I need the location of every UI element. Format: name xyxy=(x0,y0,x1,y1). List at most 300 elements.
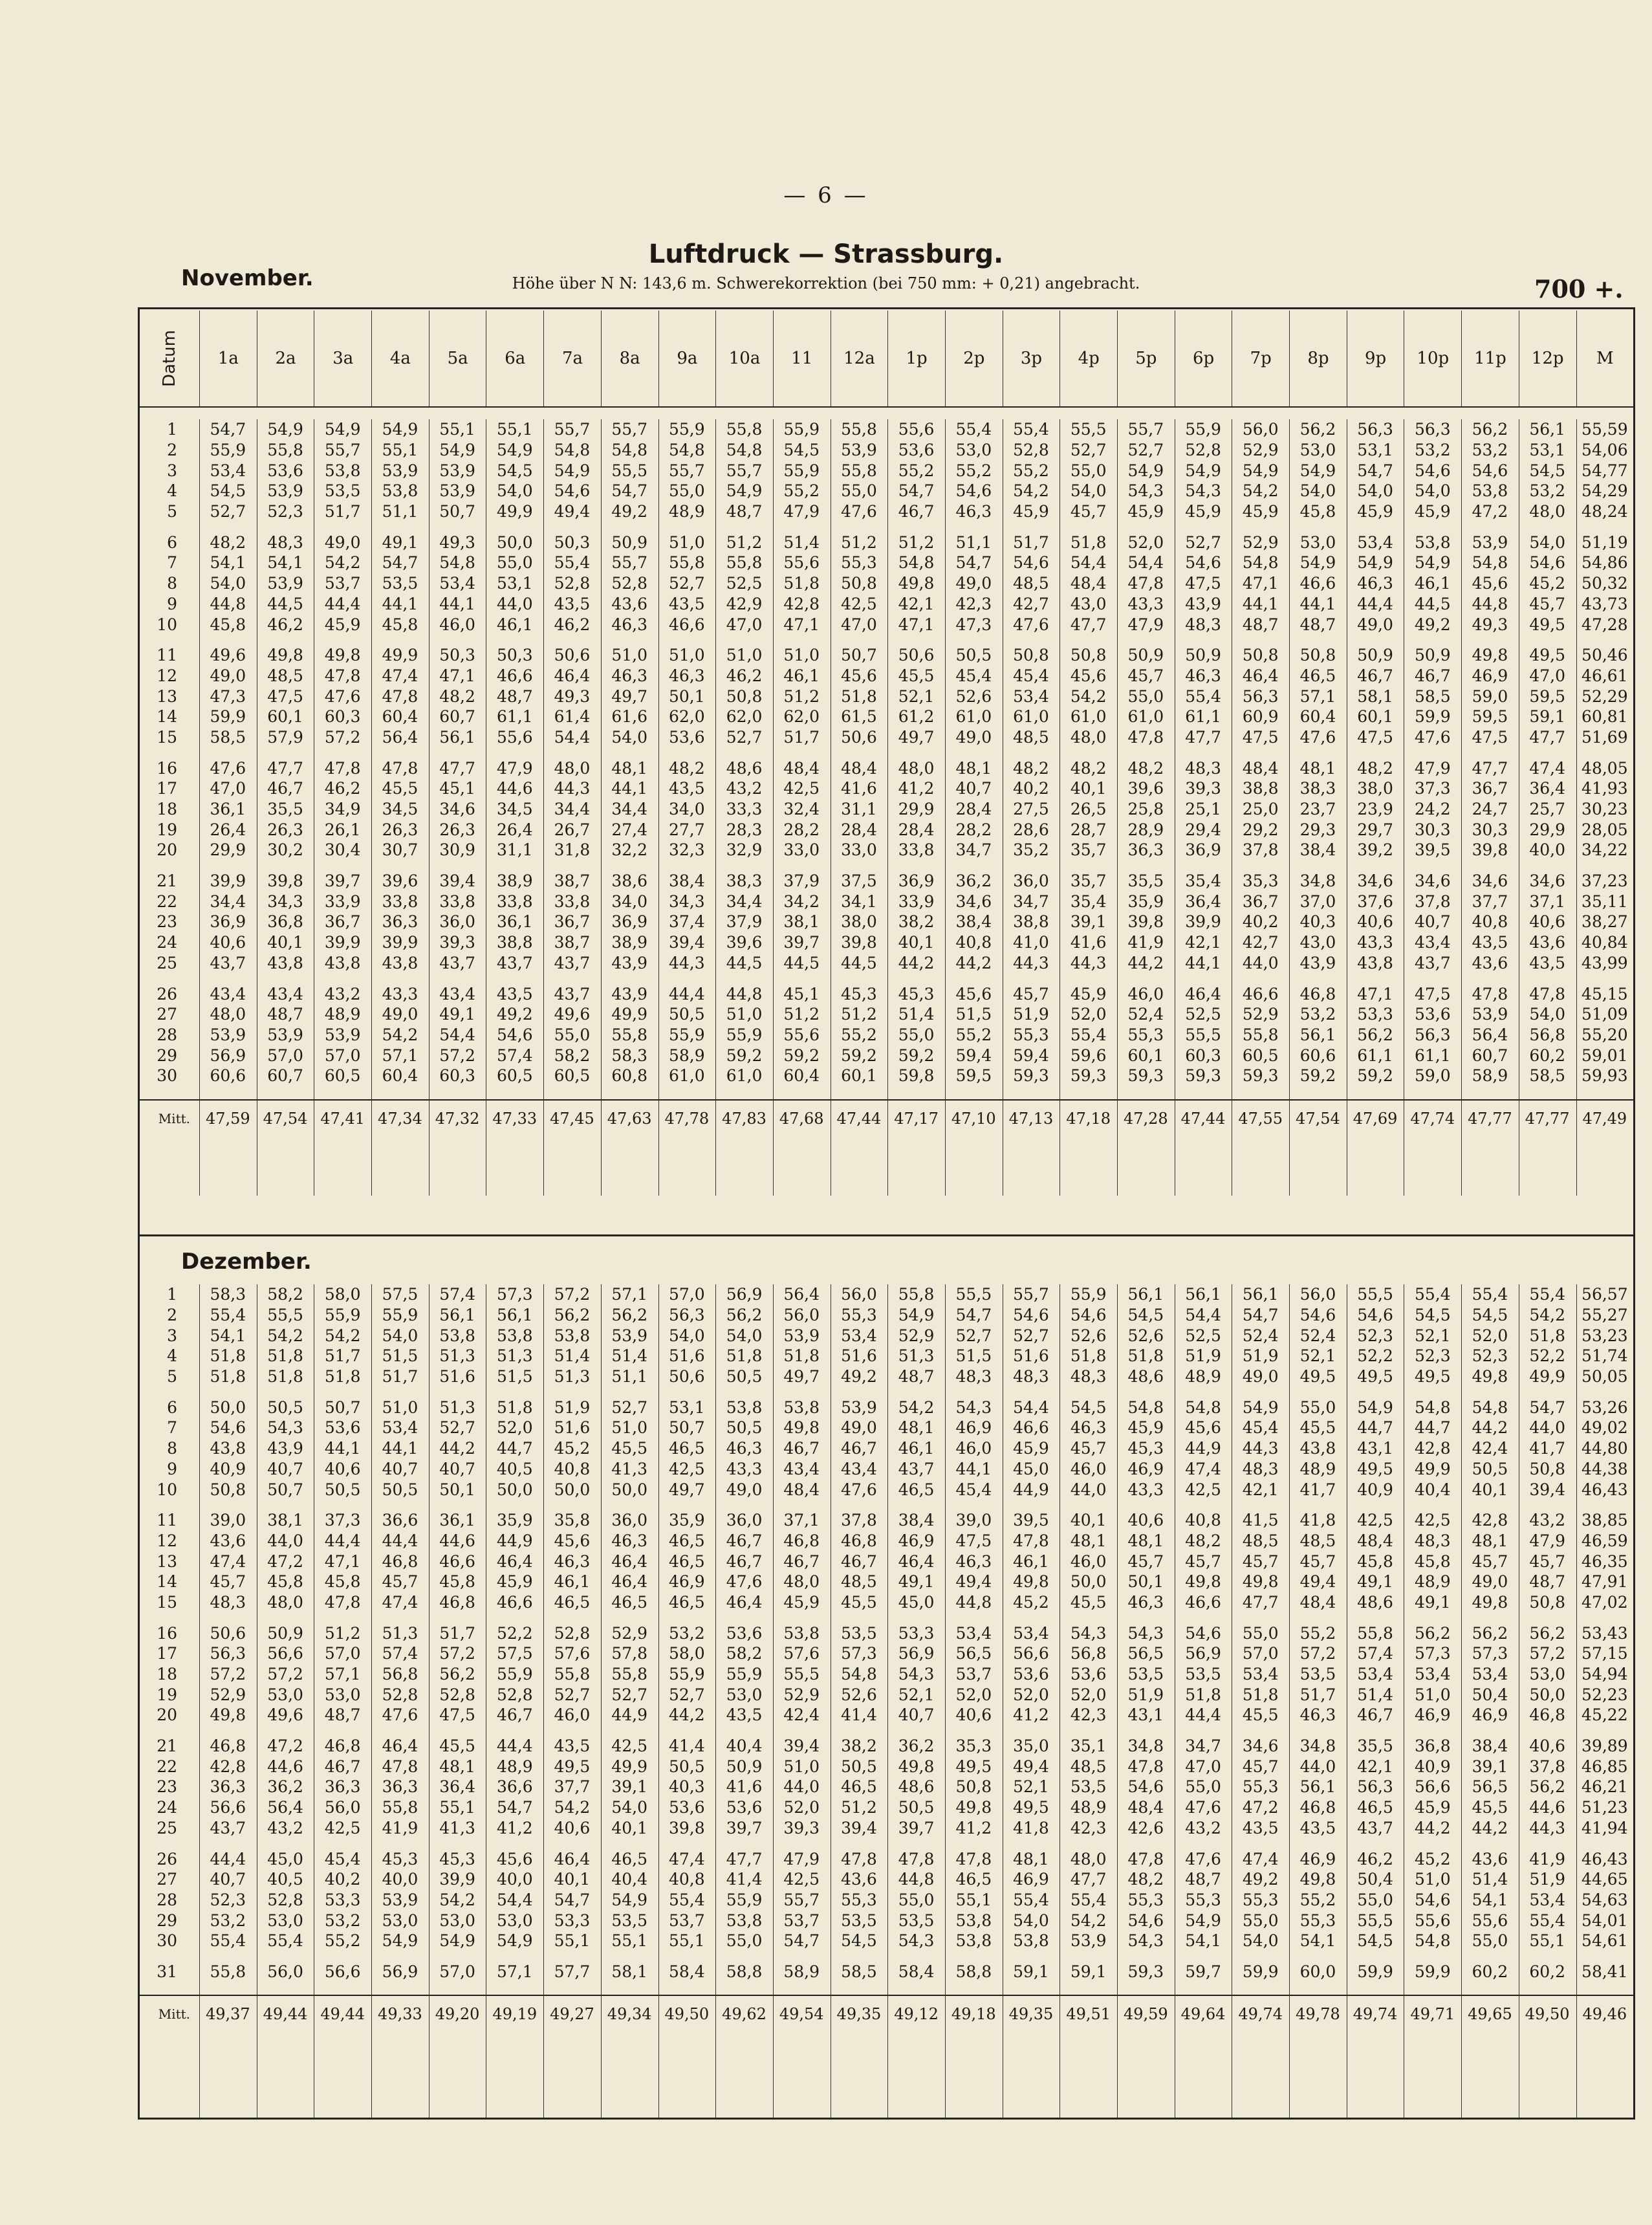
pressure-value: 45,15 xyxy=(1581,984,1628,1003)
pressure-value: 60,5 xyxy=(1242,1046,1279,1065)
pressure-value: 43,9 xyxy=(611,984,647,1003)
pressure-value: 54,6 xyxy=(1070,1306,1107,1325)
pressure-value: 45,7 xyxy=(1070,502,1107,521)
pressure-value: 46,35 xyxy=(1581,1551,1628,1571)
pressure-value: 49,0 xyxy=(210,666,246,685)
pressure-value: 42,5 xyxy=(1357,1511,1393,1530)
pressure-value: 53,4 xyxy=(1357,1665,1393,1684)
pressure-value: 25,7 xyxy=(1529,800,1565,819)
pressure-value: 57,1 xyxy=(324,1665,361,1684)
pressure-value: 53,0 xyxy=(1299,441,1336,460)
pressure-value: 55,8 xyxy=(611,1665,647,1684)
pressure-value: 60,6 xyxy=(1299,1046,1336,1065)
mean-value: 47,74 xyxy=(1410,1109,1455,1128)
pressure-value: 51,8 xyxy=(1185,1685,1221,1704)
pressure-value: 48,9 xyxy=(1299,1459,1336,1478)
pressure-value: 49,2 xyxy=(1242,1870,1279,1889)
pressure-value: 59,01 xyxy=(1581,1046,1628,1065)
pressure-value: 36,0 xyxy=(439,912,475,932)
pressure-value: 53,4 xyxy=(1529,1890,1565,1909)
pressure-value: 46,8 xyxy=(1299,984,1336,1003)
pressure-value: 53,43 xyxy=(1581,1623,1628,1643)
pressure-value: 46,3 xyxy=(955,1551,992,1571)
pressure-value: 60,4 xyxy=(382,1066,418,1086)
pressure-value: 25,8 xyxy=(1127,800,1164,819)
pressure-value: 56,5 xyxy=(955,1644,992,1663)
pressure-value: 38,4 xyxy=(955,912,992,932)
pressure-value: 53,1 xyxy=(669,1397,705,1417)
table-row xyxy=(140,1643,1633,1664)
pressure-value: 57,3 xyxy=(841,1644,877,1663)
pressure-value: 47,02 xyxy=(1581,1592,1628,1612)
mean-row xyxy=(140,1995,1633,2032)
pressure-value: 46,4 xyxy=(554,666,591,685)
table-row xyxy=(140,891,1633,912)
pressure-value: 46,7 xyxy=(496,1705,533,1725)
pressure-value: 55,9 xyxy=(1070,1285,1107,1304)
pressure-value: 56,2 xyxy=(726,1306,763,1325)
mean-value: 49,27 xyxy=(550,2005,594,2024)
pressure-value: 41,2 xyxy=(898,779,935,798)
pressure-value: 45,7 xyxy=(1185,1551,1221,1571)
pressure-value: 53,4 xyxy=(1013,1623,1049,1643)
pressure-value: 52,0 xyxy=(1127,532,1164,552)
pressure-value: 45,8 xyxy=(382,615,418,634)
pressure-value: 53,7 xyxy=(324,574,361,593)
pressure-value: 54,6 xyxy=(1357,1306,1393,1325)
pressure-value: 55,0 xyxy=(841,481,877,501)
pressure-value: 56,2 xyxy=(1472,420,1508,439)
pressure-value: 53,6 xyxy=(898,441,935,460)
pressure-value: 30,23 xyxy=(1581,800,1628,819)
pressure-value: 43,5 xyxy=(726,1705,763,1725)
pressure-value: 51,2 xyxy=(841,1005,877,1024)
pressure-value: 46,3 xyxy=(955,502,992,521)
mean-value: 49,19 xyxy=(492,2005,538,2024)
pressure-value: 51,09 xyxy=(1581,1005,1628,1024)
pressure-value: 53,0 xyxy=(439,1911,475,1930)
pressure-value: 56,3 xyxy=(1357,420,1393,439)
pressure-value: 53,5 xyxy=(324,481,361,501)
pressure-value: 53,8 xyxy=(783,1397,820,1417)
pressure-value: 55,3 xyxy=(1127,1025,1164,1044)
pressure-value: 49,0 xyxy=(382,1005,418,1024)
pressure-value: 48,7 xyxy=(726,502,763,521)
pressure-value: 45,8 xyxy=(267,1572,303,1592)
pressure-value: 44,4 xyxy=(324,1531,361,1550)
pressure-value: 49,9 xyxy=(1414,1459,1451,1478)
pressure-value: 46,8 xyxy=(841,1531,877,1550)
header-hour: 1p xyxy=(888,311,946,406)
pressure-value: 52,8 xyxy=(267,1890,303,1909)
pressure-value: 61,0 xyxy=(669,1066,705,1086)
pressure-value: 39,3 xyxy=(1185,779,1221,798)
pressure-value: 45,2 xyxy=(554,1439,591,1458)
pressure-value: 61,0 xyxy=(1070,707,1107,727)
pressure-value: 55,9 xyxy=(382,1306,418,1325)
pressure-value: 52,9 xyxy=(611,1623,647,1643)
pressure-value: 51,4 xyxy=(898,1005,935,1024)
table-row xyxy=(140,614,1633,635)
pressure-value: 50,8 xyxy=(1299,646,1336,665)
pressure-value: 50,6 xyxy=(841,727,877,747)
pressure-value: 56,9 xyxy=(210,1046,246,1065)
pressure-value: 43,8 xyxy=(1357,953,1393,972)
pressure-value: 39,6 xyxy=(726,933,763,952)
pressure-value: 50,9 xyxy=(1414,646,1451,665)
mean-value: 47,44 xyxy=(1180,1109,1226,1128)
pressure-value: 41,94 xyxy=(1581,1818,1628,1837)
pressure-value: 53,0 xyxy=(324,1685,361,1704)
pressure-value: 52,7 xyxy=(1013,1326,1049,1345)
pressure-value: 48,1 xyxy=(1127,1531,1164,1550)
pressure-value: 45,3 xyxy=(841,984,877,1003)
pressure-value: 44,6 xyxy=(1529,1798,1565,1817)
pressure-value: 48,0 xyxy=(1529,502,1565,521)
pressure-value: 47,1 xyxy=(898,615,935,634)
pressure-value: 34,6 xyxy=(1414,871,1451,891)
pressure-value: 51,4 xyxy=(611,1346,647,1366)
dezember-block xyxy=(140,1284,1633,2118)
pressure-value: 51,2 xyxy=(898,532,935,552)
pressure-value: 46,1 xyxy=(1013,1551,1049,1571)
pressure-value: 49,8 xyxy=(783,1418,820,1438)
mean-value: 47,77 xyxy=(1525,1109,1570,1128)
pressure-value: 52,1 xyxy=(1414,1326,1451,1345)
pressure-value: 52,4 xyxy=(1299,1326,1336,1345)
pressure-value: 34,3 xyxy=(669,892,705,911)
pressure-value: 43,7 xyxy=(554,984,591,1003)
pressure-value: 55,6 xyxy=(783,1025,820,1044)
pressure-value: 52,9 xyxy=(898,1326,935,1345)
pressure-value: 43,0 xyxy=(1299,933,1336,952)
page-subtitle: Höhe über N N: 143,6 m. Schwerekorrektion (bei 750 mm: + 0,21) angebracht. xyxy=(512,274,1140,292)
pressure-value: 52,3 xyxy=(1472,1346,1508,1366)
pressure-value: 50,9 xyxy=(267,1623,303,1643)
pressure-value: 44,80 xyxy=(1581,1439,1628,1458)
pressure-value: 40,6 xyxy=(1127,1511,1164,1530)
day-number: 26 xyxy=(157,1849,177,1869)
pressure-value: 59,1 xyxy=(1070,1962,1107,1981)
pressure-value: 50,32 xyxy=(1581,574,1628,593)
pressure-value: 48,3 xyxy=(1070,1367,1107,1387)
pressure-value: 46,5 xyxy=(669,1531,705,1550)
pressure-value: 23,9 xyxy=(1357,800,1393,819)
pressure-value: 35,0 xyxy=(1013,1737,1049,1756)
pressure-value: 35,3 xyxy=(955,1737,992,1756)
pressure-value: 54,01 xyxy=(1581,1911,1628,1930)
pressure-value: 59,5 xyxy=(955,1066,992,1086)
pressure-value: 55,4 xyxy=(1414,1285,1451,1304)
pressure-value: 58,1 xyxy=(611,1962,647,1981)
pressure-value: 55,5 xyxy=(267,1306,303,1325)
pressure-value: 43,4 xyxy=(210,984,246,1003)
pressure-value: 26,3 xyxy=(267,820,303,839)
pressure-value: 50,8 xyxy=(1013,646,1049,665)
pressure-value: 42,1 xyxy=(898,594,935,613)
pressure-value: 56,6 xyxy=(1013,1644,1049,1663)
pressure-value: 43,4 xyxy=(439,984,475,1003)
pressure-value: 43,9 xyxy=(1185,594,1221,613)
pressure-value: 47,8 xyxy=(324,666,361,685)
pressure-value: 41,9 xyxy=(382,1818,418,1837)
pressure-value: 45,9 xyxy=(1127,502,1164,521)
pressure-value: 54,6 xyxy=(1127,1777,1164,1797)
pressure-value: 56,0 xyxy=(1299,1285,1336,1304)
day-number: 4 xyxy=(167,481,177,501)
day-number: 10 xyxy=(157,615,177,634)
pressure-value: 54,8 xyxy=(1127,1397,1164,1417)
pressure-value: 54,5 xyxy=(783,441,820,460)
header-hour: 6p xyxy=(1175,311,1233,406)
pressure-value: 47,3 xyxy=(210,686,246,706)
mean-value: 47,10 xyxy=(951,1109,996,1128)
pressure-value: 54,94 xyxy=(1581,1665,1628,1684)
pressure-value: 54,2 xyxy=(1529,1306,1565,1325)
pressure-value: 51,9 xyxy=(554,1397,591,1417)
pressure-value: 45,4 xyxy=(1013,666,1049,685)
pressure-value: 56,2 xyxy=(611,1306,647,1325)
pressure-value: 39,4 xyxy=(783,1737,820,1756)
pressure-value: 53,8 xyxy=(382,481,418,501)
pressure-value: 48,1 xyxy=(611,758,647,778)
table-row xyxy=(140,840,1633,860)
pressure-value: 47,0 xyxy=(210,779,246,798)
pressure-value: 54,9 xyxy=(1242,461,1279,480)
pressure-value: 53,2 xyxy=(324,1911,361,1930)
pressure-value: 53,8 xyxy=(726,1397,763,1417)
pressure-value: 50,3 xyxy=(439,646,475,665)
table-row xyxy=(140,1418,1633,1438)
pressure-value: 53,5 xyxy=(841,1623,877,1643)
pressure-value: 45,9 xyxy=(1414,1798,1451,1817)
pressure-value: 45,3 xyxy=(382,1849,418,1869)
pressure-value: 56,9 xyxy=(1185,1644,1221,1663)
mean-value: 47,77 xyxy=(1468,1109,1512,1128)
pressure-value: 60,3 xyxy=(1185,1046,1221,1065)
pressure-value: 46,5 xyxy=(841,1777,877,1797)
pressure-value: 51,4 xyxy=(554,1346,591,1366)
pressure-value: 49,6 xyxy=(267,1705,303,1725)
pressure-value: 51,8 xyxy=(496,1397,533,1417)
pressure-value: 46,6 xyxy=(1185,1592,1221,1612)
pressure-value: 60,7 xyxy=(1472,1046,1508,1065)
month-label-november: November. xyxy=(181,265,314,291)
pressure-value: 54,61 xyxy=(1581,1931,1628,1951)
pressure-value: 44,7 xyxy=(1414,1418,1451,1438)
pressure-value: 46,6 xyxy=(1242,984,1279,1003)
pressure-value: 55,5 xyxy=(955,1285,992,1304)
pressure-value: 60,2 xyxy=(1529,1046,1565,1065)
header-hour: 1a xyxy=(200,311,257,406)
pressure-value: 53,0 xyxy=(1299,532,1336,552)
pressure-value: 46,8 xyxy=(1529,1705,1565,1725)
pressure-value: 56,2 xyxy=(1529,1777,1565,1797)
pressure-value: 46,2 xyxy=(726,666,763,685)
pressure-value: 53,6 xyxy=(1013,1665,1049,1684)
pressure-value: 55,9 xyxy=(669,1025,705,1044)
pressure-value: 55,1 xyxy=(439,420,475,439)
header-hour: 10a xyxy=(716,311,774,406)
pressure-value: 50,5 xyxy=(1472,1459,1508,1478)
pressure-value: 54,0 xyxy=(1242,1931,1279,1951)
pressure-value: 48,2 xyxy=(669,758,705,778)
pressure-value: 45,0 xyxy=(1013,1459,1049,1478)
pressure-value: 37,8 xyxy=(1414,892,1451,911)
header-hour: 11 xyxy=(774,311,831,406)
pressure-value: 54,9 xyxy=(898,1306,935,1325)
pressure-value: 46,5 xyxy=(554,1592,591,1612)
table-row xyxy=(140,532,1633,553)
pressure-value: 47,8 xyxy=(955,1849,992,1869)
pressure-value: 38,85 xyxy=(1581,1511,1628,1530)
pressure-value: 45,7 xyxy=(1242,1757,1279,1776)
pressure-value: 35,5 xyxy=(1127,871,1164,891)
pressure-value: 46,43 xyxy=(1581,1849,1628,1869)
pressure-value: 53,0 xyxy=(955,441,992,460)
pressure-value: 53,9 xyxy=(267,481,303,501)
day-number: 20 xyxy=(157,840,177,860)
pressure-value: 51,5 xyxy=(382,1346,418,1366)
pressure-value: 45,1 xyxy=(783,984,820,1003)
pressure-value: 37,7 xyxy=(554,1777,591,1797)
table-row xyxy=(140,460,1633,481)
pressure-value: 29,9 xyxy=(210,840,246,860)
pressure-value: 52,3 xyxy=(1357,1326,1393,1345)
pressure-value: 43,8 xyxy=(1299,1439,1336,1458)
pressure-value: 55,2 xyxy=(1299,1890,1336,1909)
pressure-value: 41,4 xyxy=(841,1705,877,1725)
pressure-value: 34,8 xyxy=(1127,1737,1164,1756)
pressure-value: 35,2 xyxy=(1013,840,1049,860)
pressure-value: 50,5 xyxy=(669,1757,705,1776)
pressure-value: 50,0 xyxy=(496,532,533,552)
datum-label: Datum xyxy=(159,330,179,387)
pressure-value: 61,1 xyxy=(1357,1046,1393,1065)
pressure-value: 49,9 xyxy=(1529,1367,1565,1387)
pressure-value: 28,2 xyxy=(783,820,820,839)
pressure-value: 43,5 xyxy=(554,594,591,613)
table-header xyxy=(140,311,1633,408)
pressure-value: 52,7 xyxy=(1185,532,1221,552)
pressure-value: 52,7 xyxy=(210,502,246,521)
pressure-value: 45,2 xyxy=(1529,574,1565,593)
pressure-value: 52,6 xyxy=(1127,1326,1164,1345)
table-row xyxy=(140,1664,1633,1685)
pressure-value: 47,1 xyxy=(439,666,475,685)
pressure-value: 46,5 xyxy=(669,1439,705,1458)
pressure-value: 35,7 xyxy=(1070,840,1107,860)
pressure-value: 60,2 xyxy=(1529,1962,1565,1981)
pressure-value: 44,7 xyxy=(496,1439,533,1458)
pressure-value: 40,9 xyxy=(1414,1757,1451,1776)
pressure-value: 45,9 xyxy=(1357,502,1393,521)
pressure-value: 29,9 xyxy=(1529,820,1565,839)
pressure-value: 54,7 xyxy=(1529,1397,1565,1417)
pressure-value: 53,8 xyxy=(783,1623,820,1643)
mean-label: Mitt. xyxy=(158,2006,190,2022)
day-number: 6 xyxy=(167,1397,177,1417)
pressure-value: 51,6 xyxy=(841,1346,877,1366)
pressure-value: 48,3 xyxy=(1013,1367,1049,1387)
pressure-value: 49,2 xyxy=(611,502,647,521)
pressure-value: 46,6 xyxy=(669,615,705,634)
pressure-value: 55,3 xyxy=(1242,1890,1279,1909)
pressure-value: 43,4 xyxy=(841,1459,877,1478)
pressure-value: 47,6 xyxy=(726,1572,763,1592)
pressure-value: 59,3 xyxy=(1013,1066,1049,1086)
pressure-value: 52,8 xyxy=(611,574,647,593)
pressure-value: 50,8 xyxy=(1529,1459,1565,1478)
pressure-value: 56,5 xyxy=(1127,1644,1164,1663)
pressure-value: 53,3 xyxy=(324,1890,361,1909)
pressure-value: 43,6 xyxy=(1529,933,1565,952)
pressure-value: 49,2 xyxy=(1414,615,1451,634)
pressure-value: 50,1 xyxy=(1127,1572,1164,1592)
table-row xyxy=(140,1869,1633,1890)
header-hour: 8p xyxy=(1290,311,1347,406)
pressure-value: 59,0 xyxy=(1414,1066,1451,1086)
pressure-value: 54,9 xyxy=(1127,461,1164,480)
pressure-value: 45,7 xyxy=(382,1572,418,1592)
pressure-value: 55,9 xyxy=(726,1665,763,1684)
pressure-value: 43,6 xyxy=(210,1531,246,1550)
day-number: 9 xyxy=(167,1459,177,1478)
pressure-value: 55,4 xyxy=(1472,1285,1508,1304)
pressure-value: 54,0 xyxy=(496,481,533,501)
pressure-value: 58,5 xyxy=(1414,686,1451,706)
pressure-value: 55,4 xyxy=(554,553,591,573)
pressure-value: 47,4 xyxy=(210,1551,246,1571)
pressure-value: 34,2 xyxy=(783,892,820,911)
pressure-value: 57,5 xyxy=(496,1644,533,1663)
pressure-value: 53,9 xyxy=(1070,1931,1107,1951)
pressure-value: 57,7 xyxy=(554,1962,591,1981)
pressure-value: 48,7 xyxy=(496,686,533,706)
pressure-value: 44,6 xyxy=(439,1531,475,1550)
day-number: 19 xyxy=(157,1685,177,1704)
pressure-value: 44,4 xyxy=(669,984,705,1003)
pressure-value: 44,4 xyxy=(1185,1705,1221,1725)
pressure-value: 58,9 xyxy=(669,1046,705,1065)
pressure-value: 42,3 xyxy=(1070,1818,1107,1837)
pressure-value: 26,5 xyxy=(1070,800,1107,819)
pressure-value: 34,0 xyxy=(669,800,705,819)
pressure-value: 47,7 xyxy=(439,758,475,778)
pressure-value: 50,9 xyxy=(726,1757,763,1776)
pressure-value: 47,9 xyxy=(1529,1531,1565,1550)
pressure-value: 46,7 xyxy=(1357,1705,1393,1725)
november-block xyxy=(140,419,1633,1196)
pressure-value: 55,7 xyxy=(611,420,647,439)
pressure-value: 49,5 xyxy=(1299,1367,1336,1387)
pressure-value: 57,2 xyxy=(1529,1644,1565,1663)
pressure-value: 51,0 xyxy=(382,1397,418,1417)
pressure-value: 44,8 xyxy=(955,1592,992,1612)
pressure-value: 36,1 xyxy=(210,800,246,819)
pressure-value: 33,0 xyxy=(841,840,877,860)
pressure-value: 39,6 xyxy=(1127,779,1164,798)
pressure-value: 46,6 xyxy=(1013,1418,1049,1438)
pressure-value: 47,8 xyxy=(1013,1531,1049,1550)
pressure-value: 51,0 xyxy=(611,1418,647,1438)
pressure-value: 53,2 xyxy=(1299,1005,1336,1024)
pressure-value: 34,7 xyxy=(1013,892,1049,911)
pressure-value: 51,8 xyxy=(1127,1346,1164,1366)
pressure-value: 49,4 xyxy=(554,502,591,521)
pressure-value: 54,7 xyxy=(783,1931,820,1951)
pressure-value: 55,27 xyxy=(1581,1306,1628,1325)
